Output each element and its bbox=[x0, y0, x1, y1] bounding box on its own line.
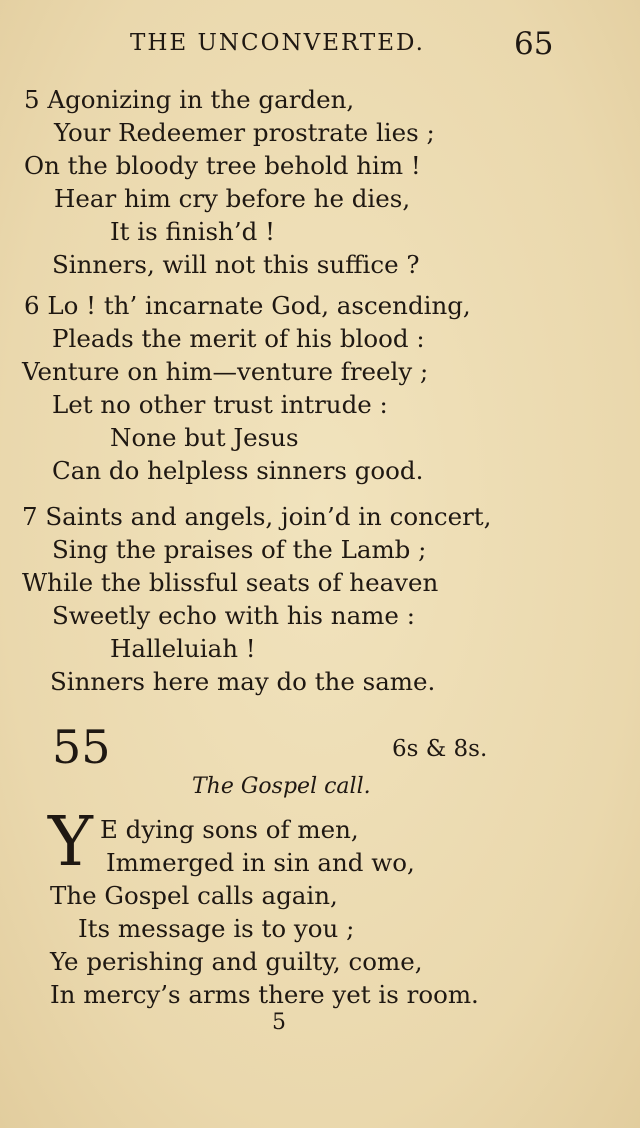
stanza-5-line-3: On the bloody tree behold him ! bbox=[24, 151, 421, 180]
hymn-line-5: Ye perishing and guilty, come, bbox=[50, 947, 423, 976]
hymn-line-3: The Gospel calls again, bbox=[50, 881, 338, 910]
stanza-5-line-2: Your Redeemer prostrate lies ; bbox=[54, 118, 435, 147]
stanza-5-line-4: Hear him cry before he dies, bbox=[54, 184, 411, 213]
hymn-number: 55 bbox=[52, 720, 111, 774]
hymn-meter: 6s & 8s. bbox=[392, 736, 488, 762]
stanza-5-line-1: 5 Agonizing in the garden, bbox=[24, 85, 355, 114]
hymn-line-2: Immerged in sin and wo, bbox=[106, 848, 415, 877]
stanza-7-line-2: Sing the praises of the Lamb ; bbox=[52, 535, 427, 564]
stanza-7-line-3: While the blissful seats of heaven bbox=[22, 568, 439, 597]
stanza-6-line-6: Can do helpless sinners good. bbox=[52, 456, 424, 485]
stanza-6-line-5: None but Jesus bbox=[110, 423, 299, 452]
stanza-7-line-6: Sinners here may do the same. bbox=[50, 667, 436, 696]
hymn-title: The Gospel call. bbox=[192, 774, 371, 799]
stanza-7-line-1: 7 Saints and angels, join’d in concert, bbox=[22, 502, 492, 531]
stanza-6-line-1: 6 Lo ! th’ incarnate God, ascending, bbox=[24, 291, 471, 320]
stanza-6-line-4: Let no other trust intrude : bbox=[52, 390, 388, 419]
stanza-6-line-2: Pleads the merit of his blood : bbox=[52, 324, 425, 353]
drop-cap: Y bbox=[48, 803, 93, 882]
stanza-7-line-5: Halleluiah ! bbox=[110, 634, 256, 663]
stanza-6-line-3: Venture on him—venture freely ; bbox=[22, 357, 429, 386]
signature-mark: 5 bbox=[272, 1010, 286, 1035]
hymn-line-4: Its message is to you ; bbox=[78, 914, 355, 943]
stanza-5-line-5: It is finish’d ! bbox=[110, 217, 275, 246]
hymn-line-6: In mercy’s arms there yet is room. bbox=[50, 980, 479, 1009]
stanza-5-line-6: Sinners, will not this suffice ? bbox=[52, 250, 420, 279]
page-number: 65 bbox=[514, 26, 554, 62]
stanza-7-line-4: Sweetly echo with his name : bbox=[52, 601, 415, 630]
running-head: THE UNCONVERTED. bbox=[130, 30, 425, 56]
hymn-line-1: E dying sons of men, bbox=[100, 815, 359, 844]
